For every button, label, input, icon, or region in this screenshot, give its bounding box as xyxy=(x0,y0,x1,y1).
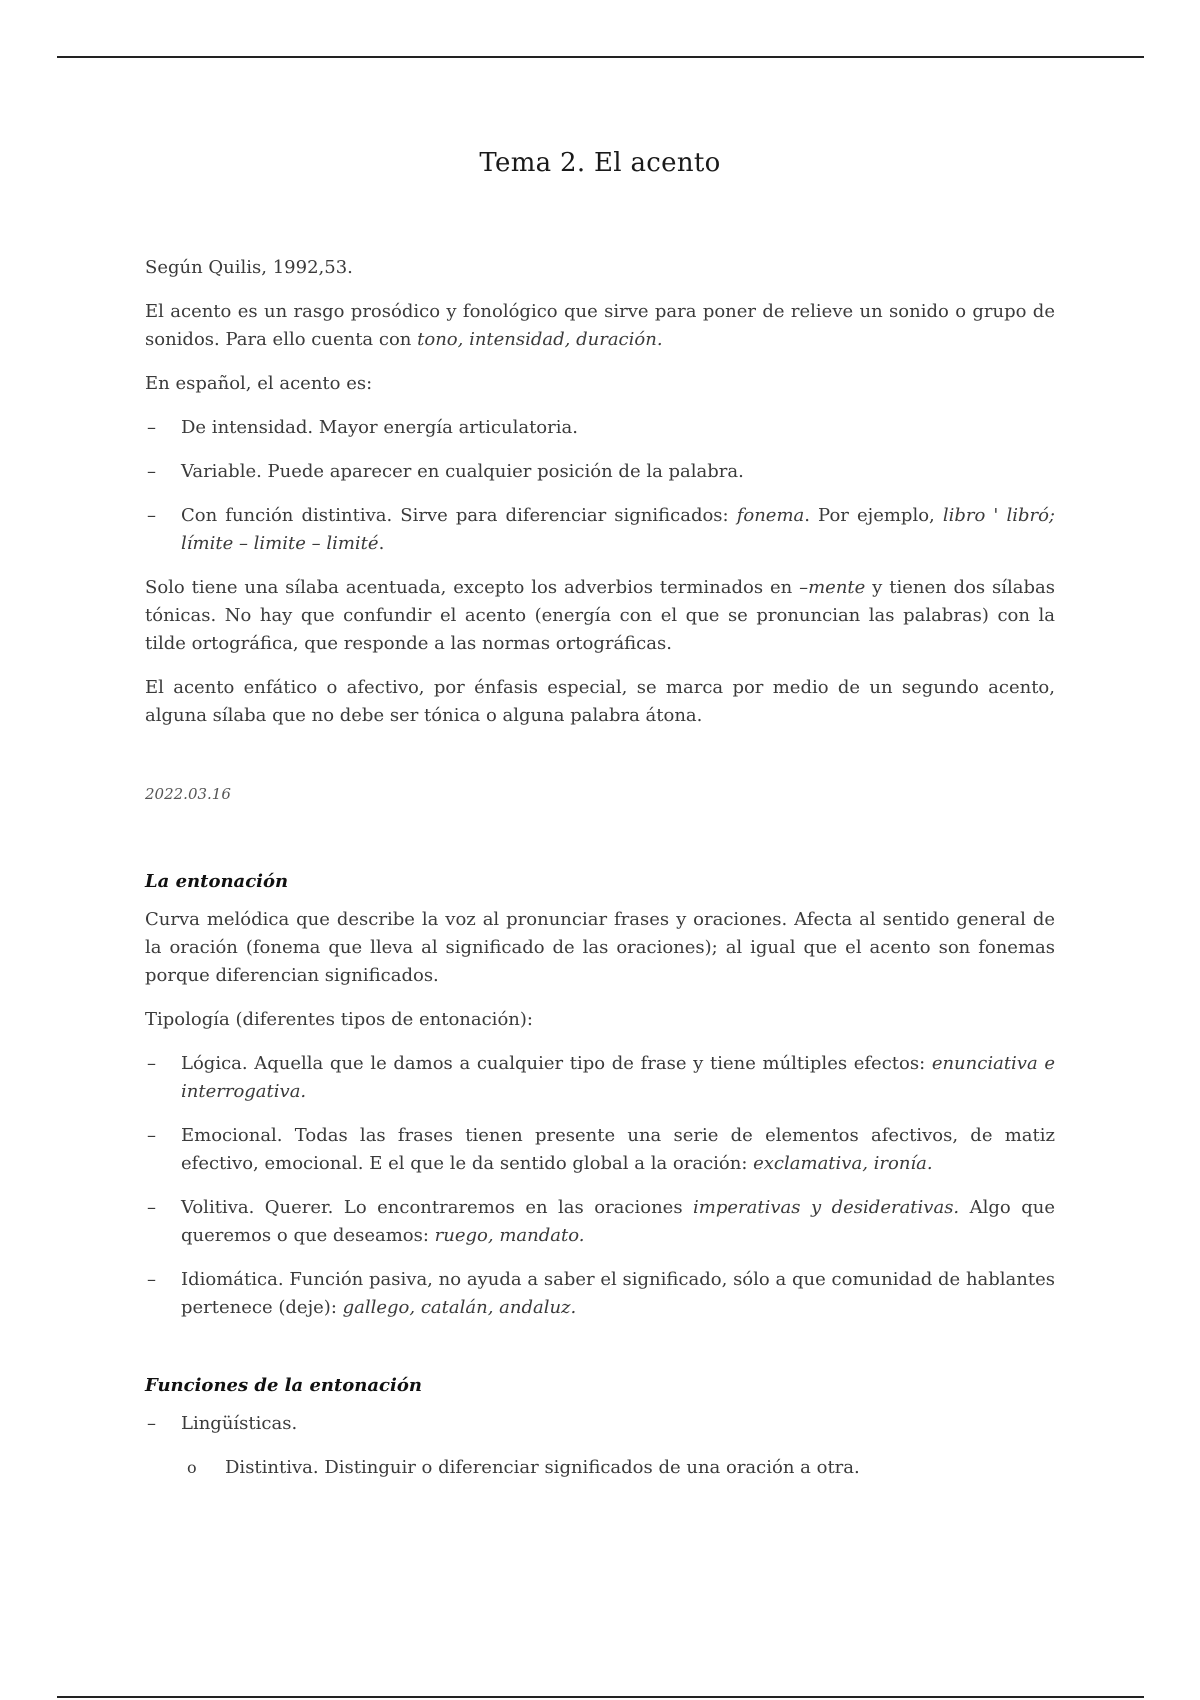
dash-marker: – xyxy=(147,505,156,526)
list-item: – Volitiva. Querer. Lo encontraremos en las oraciones imperativas y desiderativas. Algo que queremos o que deseamos: ruego, mandato. xyxy=(145,1194,1055,1250)
paragraph-intro-list: En español, el acento es: xyxy=(145,373,373,394)
page-title: Tema 2. El acento xyxy=(479,148,721,178)
dash-marker: – xyxy=(147,417,156,438)
date-stamp: 2022.03.16 xyxy=(145,785,231,803)
list-item: – De intensidad. Mayor energía articulatoria. xyxy=(145,414,1055,442)
sub-list-item: o Distintiva. Distinguir o diferenciar significados de una oración a otra. xyxy=(145,1454,1055,1482)
paragraph-silaba: Solo tiene una sílaba acentuada, excepto los adverbios terminados en –mente y tienen dos sílabas tónicas. No hay que confundir el acento (energía con el que se pronuncian las palabras) con la tilde ortográfica, que responde a las normas ortográficas. xyxy=(145,577,1056,654)
funciones-sublist xyxy=(145,1454,1055,1482)
heading-funciones: Funciones de la entonación xyxy=(145,1375,422,1396)
dash-marker: – xyxy=(147,1413,156,1434)
document-body xyxy=(145,254,1055,1498)
paragraph-definition: El acento es un rasgo prosódico y fonológico que sirve para poner de relieve un sonido o grupo de sonidos. Para ello cuenta con tono, intensidad, duración. xyxy=(145,301,1055,350)
list-item: – Variable. Puede aparecer en cualquier posición de la palabra. xyxy=(145,458,1055,486)
acento-list xyxy=(145,414,1055,558)
dash-marker: – xyxy=(147,1269,156,1290)
circle-marker: o xyxy=(187,1458,197,1477)
paragraph-curva: Curva melódica que describe la voz al pronunciar frases y oraciones. Afecta al sentido general de la oración (fonema que lleva al significado de las oraciones); al igual que el acento son fonemas porque diferencian significados. xyxy=(145,909,1055,986)
bottom-rule xyxy=(57,1696,1144,1698)
section-spacer xyxy=(145,1338,1055,1372)
paragraph-tipologia: Tipología (diferentes tipos de entonación): xyxy=(145,1009,533,1030)
dash-marker: – xyxy=(147,1125,156,1146)
source-line: Según Quilis, 1992,53. xyxy=(145,257,353,278)
dash-marker: – xyxy=(147,1197,156,1218)
top-rule xyxy=(57,56,1144,58)
list-item: – Idiomática. Función pasiva, no ayuda a saber el significado, sólo a que comunidad de hablantes pertenece (deje): gallego, catalán, andaluz. xyxy=(145,1266,1055,1322)
list-item: – Lógica. Aquella que le damos a cualquier tipo de frase y tiene múltiples efectos: enunciativa e interrogativa. xyxy=(145,1050,1055,1106)
dash-marker: – xyxy=(147,1053,156,1074)
tipologia-list xyxy=(145,1050,1055,1322)
paragraph-enfatico: El acento enfático o afectivo, por énfasis especial, se marca por medio de un segundo acento, alguna sílaba que no debe ser tónica o alguna palabra átona. xyxy=(145,677,1055,726)
list-item: – Lingüísticas. xyxy=(145,1410,1055,1438)
dash-marker: – xyxy=(147,461,156,482)
funciones-list xyxy=(145,1410,1055,1438)
list-item: – Emocional. Todas las frases tienen presente una serie de elementos afectivos, de matiz efectivo, emocional. E el que le da sentido global a la oración: exclamativa, ironía. xyxy=(145,1122,1055,1178)
list-item: – Con función distintiva. Sirve para diferenciar significados: fonema. Por ejemplo, libro ' libró; límite – limite – limité. xyxy=(145,502,1055,558)
heading-entonacion: La entonación xyxy=(145,871,289,892)
